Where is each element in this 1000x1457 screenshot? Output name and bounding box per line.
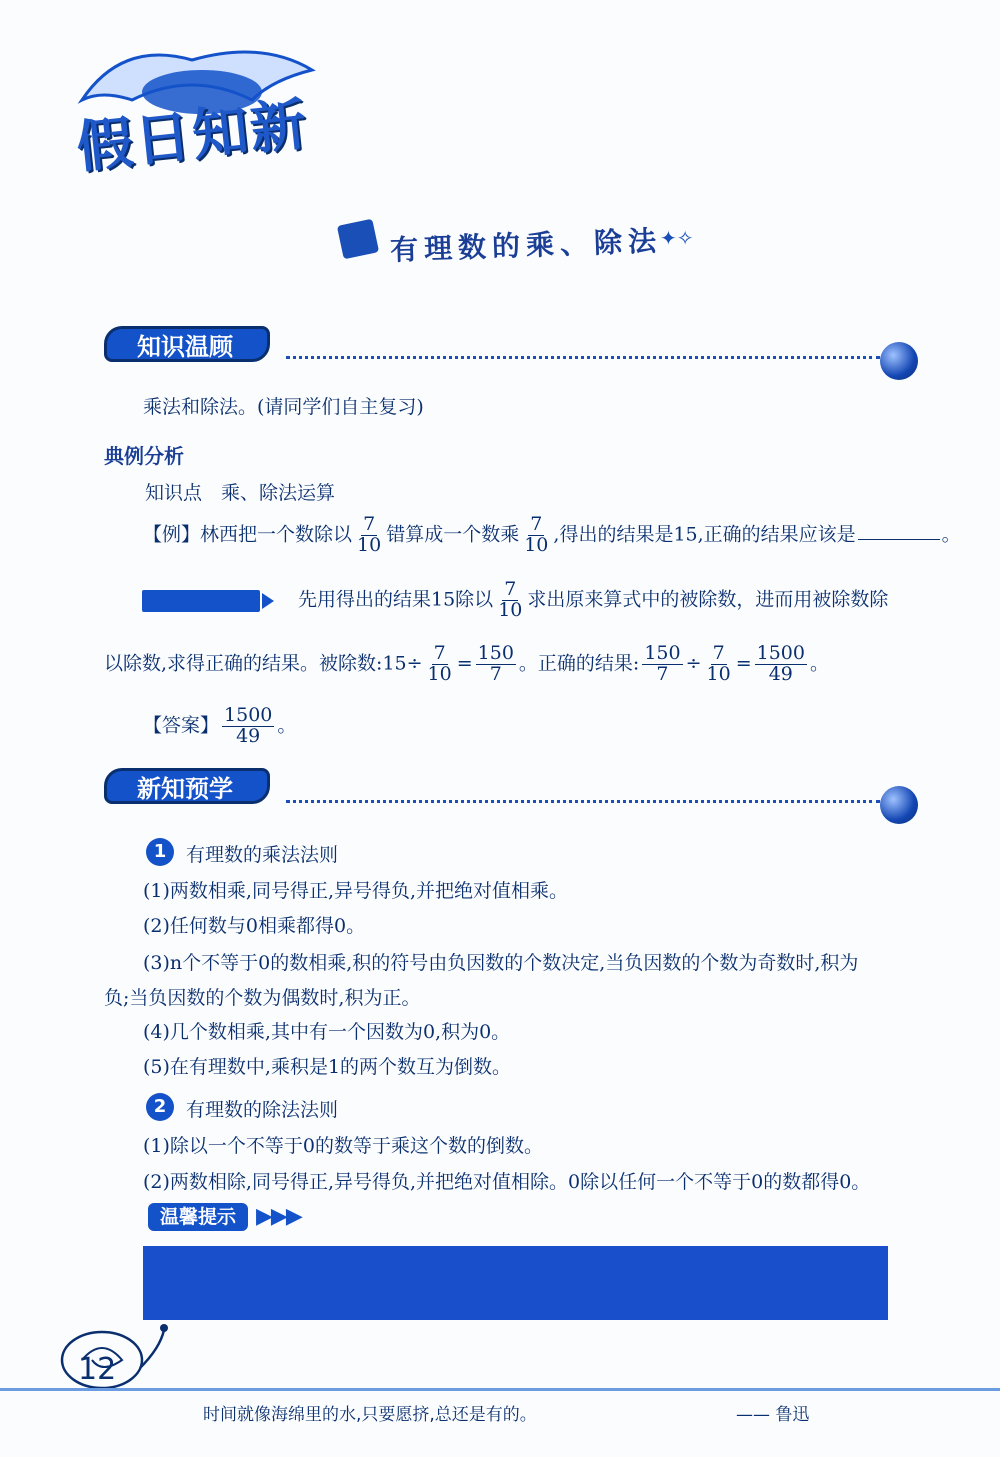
rule-item: (2)两数相除,同号得正,异号得负,并把绝对值相除。0除以任何一个不等于0的数都得0。: [143, 1171, 871, 1193]
section-tab-preview: 新知预学: [104, 768, 270, 804]
page-number: 12: [78, 1352, 117, 1387]
logo-text: 假日知新: [73, 92, 312, 181]
fraction-7-10: [522, 515, 550, 556]
analysis-text: 求出原来算式中的被除数，进而用被除数除: [527, 588, 889, 611]
ball-icon: [880, 342, 918, 380]
numerator: 150: [477, 642, 514, 664]
fraction-7-10: [705, 644, 733, 685]
fraction-1500-49: [755, 644, 807, 685]
rule-item: (2)任何数与0相乘都得0。: [143, 915, 366, 937]
problem-text: 【例】林西把一个数除以: [143, 523, 353, 546]
fraction-1500-49: [222, 706, 274, 747]
tip-content-box: [143, 1246, 888, 1320]
answer-text: 。: [277, 714, 297, 737]
analysis-text: 以除数,求得正确的结果。被除数:15÷: [104, 652, 423, 675]
denominator: 7: [656, 662, 669, 685]
tip-label: 温馨提示: [148, 1203, 248, 1231]
sparkle-icon: ✦✧: [660, 226, 694, 250]
denominator: 10: [498, 598, 523, 621]
analysis-line-1: [298, 580, 888, 621]
numerator: 7: [504, 578, 517, 600]
answer-blank: [858, 539, 940, 540]
denominator: 10: [427, 662, 452, 685]
footer-quote: 时间就像海绵里的水,只要愿挤,总还是有的。: [203, 1405, 537, 1425]
book-icon: [337, 219, 379, 260]
denominator: 10: [357, 533, 382, 556]
rule-number-badge: 1: [146, 838, 174, 866]
equals-sign: =: [456, 652, 473, 675]
triple-arrow-icon: ▶▶▶: [256, 1204, 301, 1229]
knowledge-point: 知识点 乘、除法运算: [145, 482, 336, 504]
rule-item: (1)两数相乘,同号得正,异号得负,并把绝对值相乘。: [143, 880, 569, 902]
rule-item: (5)在有理数中,乘积是1的两个数互为倒数。: [143, 1056, 512, 1078]
ball-icon: [880, 786, 918, 824]
analysis-text: 。: [809, 652, 829, 675]
problem-text: 。: [941, 523, 961, 546]
numerator: 7: [712, 642, 725, 664]
rule-title: 有理数的乘法法则: [186, 844, 339, 866]
denominator: 7: [489, 662, 502, 685]
numerator: 7: [433, 642, 446, 664]
rule-item: (1)除以一个不等于0的数等于乘这个数的倒数。: [143, 1135, 544, 1157]
example-heading: 典例分析: [104, 444, 184, 468]
section-divider: [286, 356, 880, 359]
numerator: 1500: [224, 704, 273, 726]
divide-sign: ÷: [685, 652, 702, 675]
fraction-7-10: [496, 580, 524, 621]
analysis-text: 。正确的结果:: [518, 652, 640, 675]
fraction-7-10: [355, 515, 383, 556]
example-problem: [143, 515, 961, 556]
numerator: 7: [530, 513, 543, 535]
fraction-150-7: [476, 644, 516, 685]
footer-divider: [0, 1388, 1000, 1391]
denominator: 10: [524, 533, 549, 556]
problem-text: 错算成一个数乘: [386, 523, 520, 546]
denominator: 10: [706, 662, 731, 685]
lesson-title: 有理数的乘、除法: [389, 224, 663, 267]
fraction-7-10: [426, 644, 454, 685]
review-text: 乘法和除法。(请同学们自主复习): [143, 396, 424, 418]
analysis-text: 先用得出的结果15除以: [298, 588, 494, 611]
fraction-150-7: [642, 644, 682, 685]
analysis-line-2: [104, 644, 829, 685]
numerator: 150: [644, 642, 681, 664]
analysis-label-bar: [142, 590, 260, 612]
rule-item: 负;当负因数的个数为偶数时,积为正。: [104, 987, 421, 1009]
equals-sign: =: [735, 652, 752, 675]
section-tab-review: 知识温顾: [104, 326, 270, 362]
arrow-right-icon: [262, 593, 274, 609]
problem-text: ,得出的结果是15,正确的结果应该是: [553, 523, 856, 546]
rule-title: 有理数的除法法则: [186, 1099, 339, 1121]
answer-label: 【答案】: [143, 714, 220, 737]
rule-number-badge: 2: [146, 1093, 174, 1121]
denominator: 49: [236, 724, 261, 747]
section-divider: [286, 800, 880, 803]
footer-author: —— 鲁迅: [736, 1405, 810, 1425]
numerator: 1500: [756, 642, 805, 664]
answer-line: [143, 706, 296, 747]
logo: [62, 30, 322, 181]
rule-item: (3)n个不等于0的数相乘,积的符号由负因数的个数决定,当负因数的个数为奇数时,积为: [143, 952, 859, 974]
numerator: 7: [363, 513, 376, 535]
rule-item: (4)几个数相乘,其中有一个因数为0,积为0。: [143, 1021, 511, 1043]
denominator: 49: [768, 662, 793, 685]
